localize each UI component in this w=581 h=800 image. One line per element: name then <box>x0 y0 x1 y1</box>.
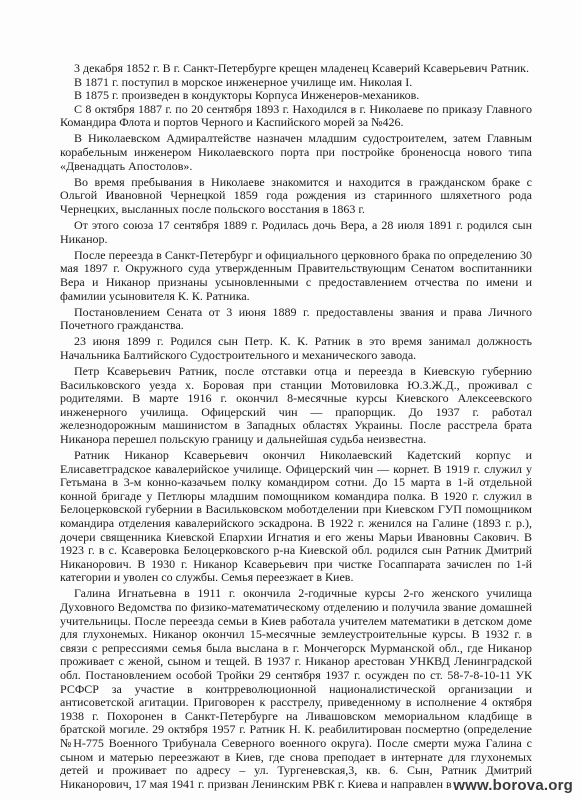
paragraph-11: Петр Ксаверьевич Ратник, после отставки отца и переезда в Киевскую губернию Васильковского уезда х. Боровая при станции Мотовиловка Ю.З.Ж.Д., проживал с родителями. В марте 1916 г. окончил 8-месячные курсы Киевского Алексеевского инженерного училища. Офицерский чин — прапорщик. До 1937 г. работал железнодорожным машинистом в Западных областях Украины. После расстрела брата Никанора перешел польскую границу и дальнейшая судьба неизвестна. <box>60 363 532 446</box>
paragraph-5: В Николаевском Адмиралтействе назначен младшим судостроителем, затем Главным корабельным инженером Николаевского порта при постройке броненосца нового типа «Двенадцать Апостолов». <box>60 131 532 173</box>
paragraph-13: Галина Игнатьевна в 1911 г. окончила 2-годичные курсы 2-го женского училища Духовного Ведомства по физико-математическому отделению и получила звание домашней учительницы. После переезда семьи в Киев работала учителем математики в детском доме для глухонемых. Никанор окончил 15-месячные землеустроительные курсы. В 1932 г. в связи с репрессиями семья была выслана в г. Мончегорск Мурманской обл., где Никанор проживает с женой, сыном и тещей. В 1937 г. Никанор арестован УНКВД Ленинградской обл. Постановлением особой Тройки 29 сентября 1937 г. осужден по ст. 58-7-8-10-11 УК РСФСР за участие в контрреволюционной националистической организации и антисоветской агитации. Приговорен к расстрелу, приведенному в исполнение 4 октября 1938 г. Похоронен в Санкт-Петербурге на Ливашовском мемориальном кладбище в братской могиле. 29 октября 1957 г. Ратник Н. К. реабилитирован посмертно (определение №Н-775 Военного Трибунала Северного военного округа). После смерти мужа Галина с сыном и матерью переезжают в Киев, где снова преподает в интернате для глухонемых детей и проживает по адресу – ул. Тургеневская,3, кв. 6. Сын, Ратник Дмитрий Никанорович, 17 мая 1941 г. призван Ленинским РВК г. Киева и направлен в <box>60 586 532 791</box>
paragraph-1: 3 декабря 1852 г. В г. Санкт-Петербурге крещен младенец Ксаверий Ксаверьевич Ратник. <box>74 61 530 75</box>
paragraph-4: С 8 октября 1887 г. по 20 сентября 1893 г. Находился в г. Николаеве по приказу Главного Командира Флота и портов Черного и Каспийского морей за №426. <box>60 101 532 130</box>
site-watermark: www.borova.org <box>453 777 573 794</box>
paragraph-3: В 1875 г. произведен в кондукторы Корпуса Инженеров-механиков. <box>74 88 420 103</box>
paragraph-10: 23 июня 1899 г. Родился сын Петр. К. К. Ратник в это время занимал должность Начальника Балтийского Судостроительного и механического завода. <box>60 334 532 362</box>
paragraph-6: Во время пребывания в Николаеве знакомится и находится в гражданском браке с Ольгой Ивановной Чернецкой 1859 года рождения из старинного шляхетного рода Чернецких, высланных после польского восстания в 1863 г. <box>60 174 532 216</box>
paragraph-9: Постановлением Сената от 3 июня 1889 г. предоставлены звания и права Личного Почетного гражданства. <box>60 304 532 333</box>
paragraph-7: От этого союза 17 сентября 1889 г. Родилась дочь Вера, а 28 июля 1891 г. родился сын Никанор. <box>60 218 532 246</box>
paragraph-12: Ратник Никанор Ксаверьевич окончил Николаевский Кадетский корпус и Елисаветградское кавалерийское училище. Офицерский чин — корнет. В 1919 г. служил у Гетьмана в 3-м конно-казачьем полку командиром сотни. До 15 марта в 1-й отдельной конной бригаде у Петлюры младшим помощником командира полка. В 1920 г. служил в Белоцерковской губернии в Васильковском моботделении при Киевском ГУП помощником командира отделения кавалерийского эскадрона. В 1922 г. женился на Галине (1893 г. р.), дочери священника Киевской Епархии Игнатия и его жены Марьи Ивановны Сакович. В 1923 г. в с. Ксаверовка Белоцерковского р-на Киевской обл. родился сын Ратник Дмитрий Никанорович. В 1930 г. Никанор Ксаверьевич при чистке Госаппарата зачислен по 1-й категории и уволен со службы. Семья переезжает в Киев. <box>60 448 532 585</box>
paragraph-2: В 1871 г. поступил в морское инженерное училище им. Николая I. <box>74 74 413 89</box>
paragraph-8: После переезда в Санкт-Петербург и официального церковного брака по определению 30 мая 1897 г. Окружного суда утвержденным Правительствующим Сенатом воспитанники Вера и Никанор признаны усыновленными с предоставлением отчества по имени и фамилии усыновителя К. К. Ратника. <box>60 247 532 303</box>
document-body <box>60 62 532 794</box>
